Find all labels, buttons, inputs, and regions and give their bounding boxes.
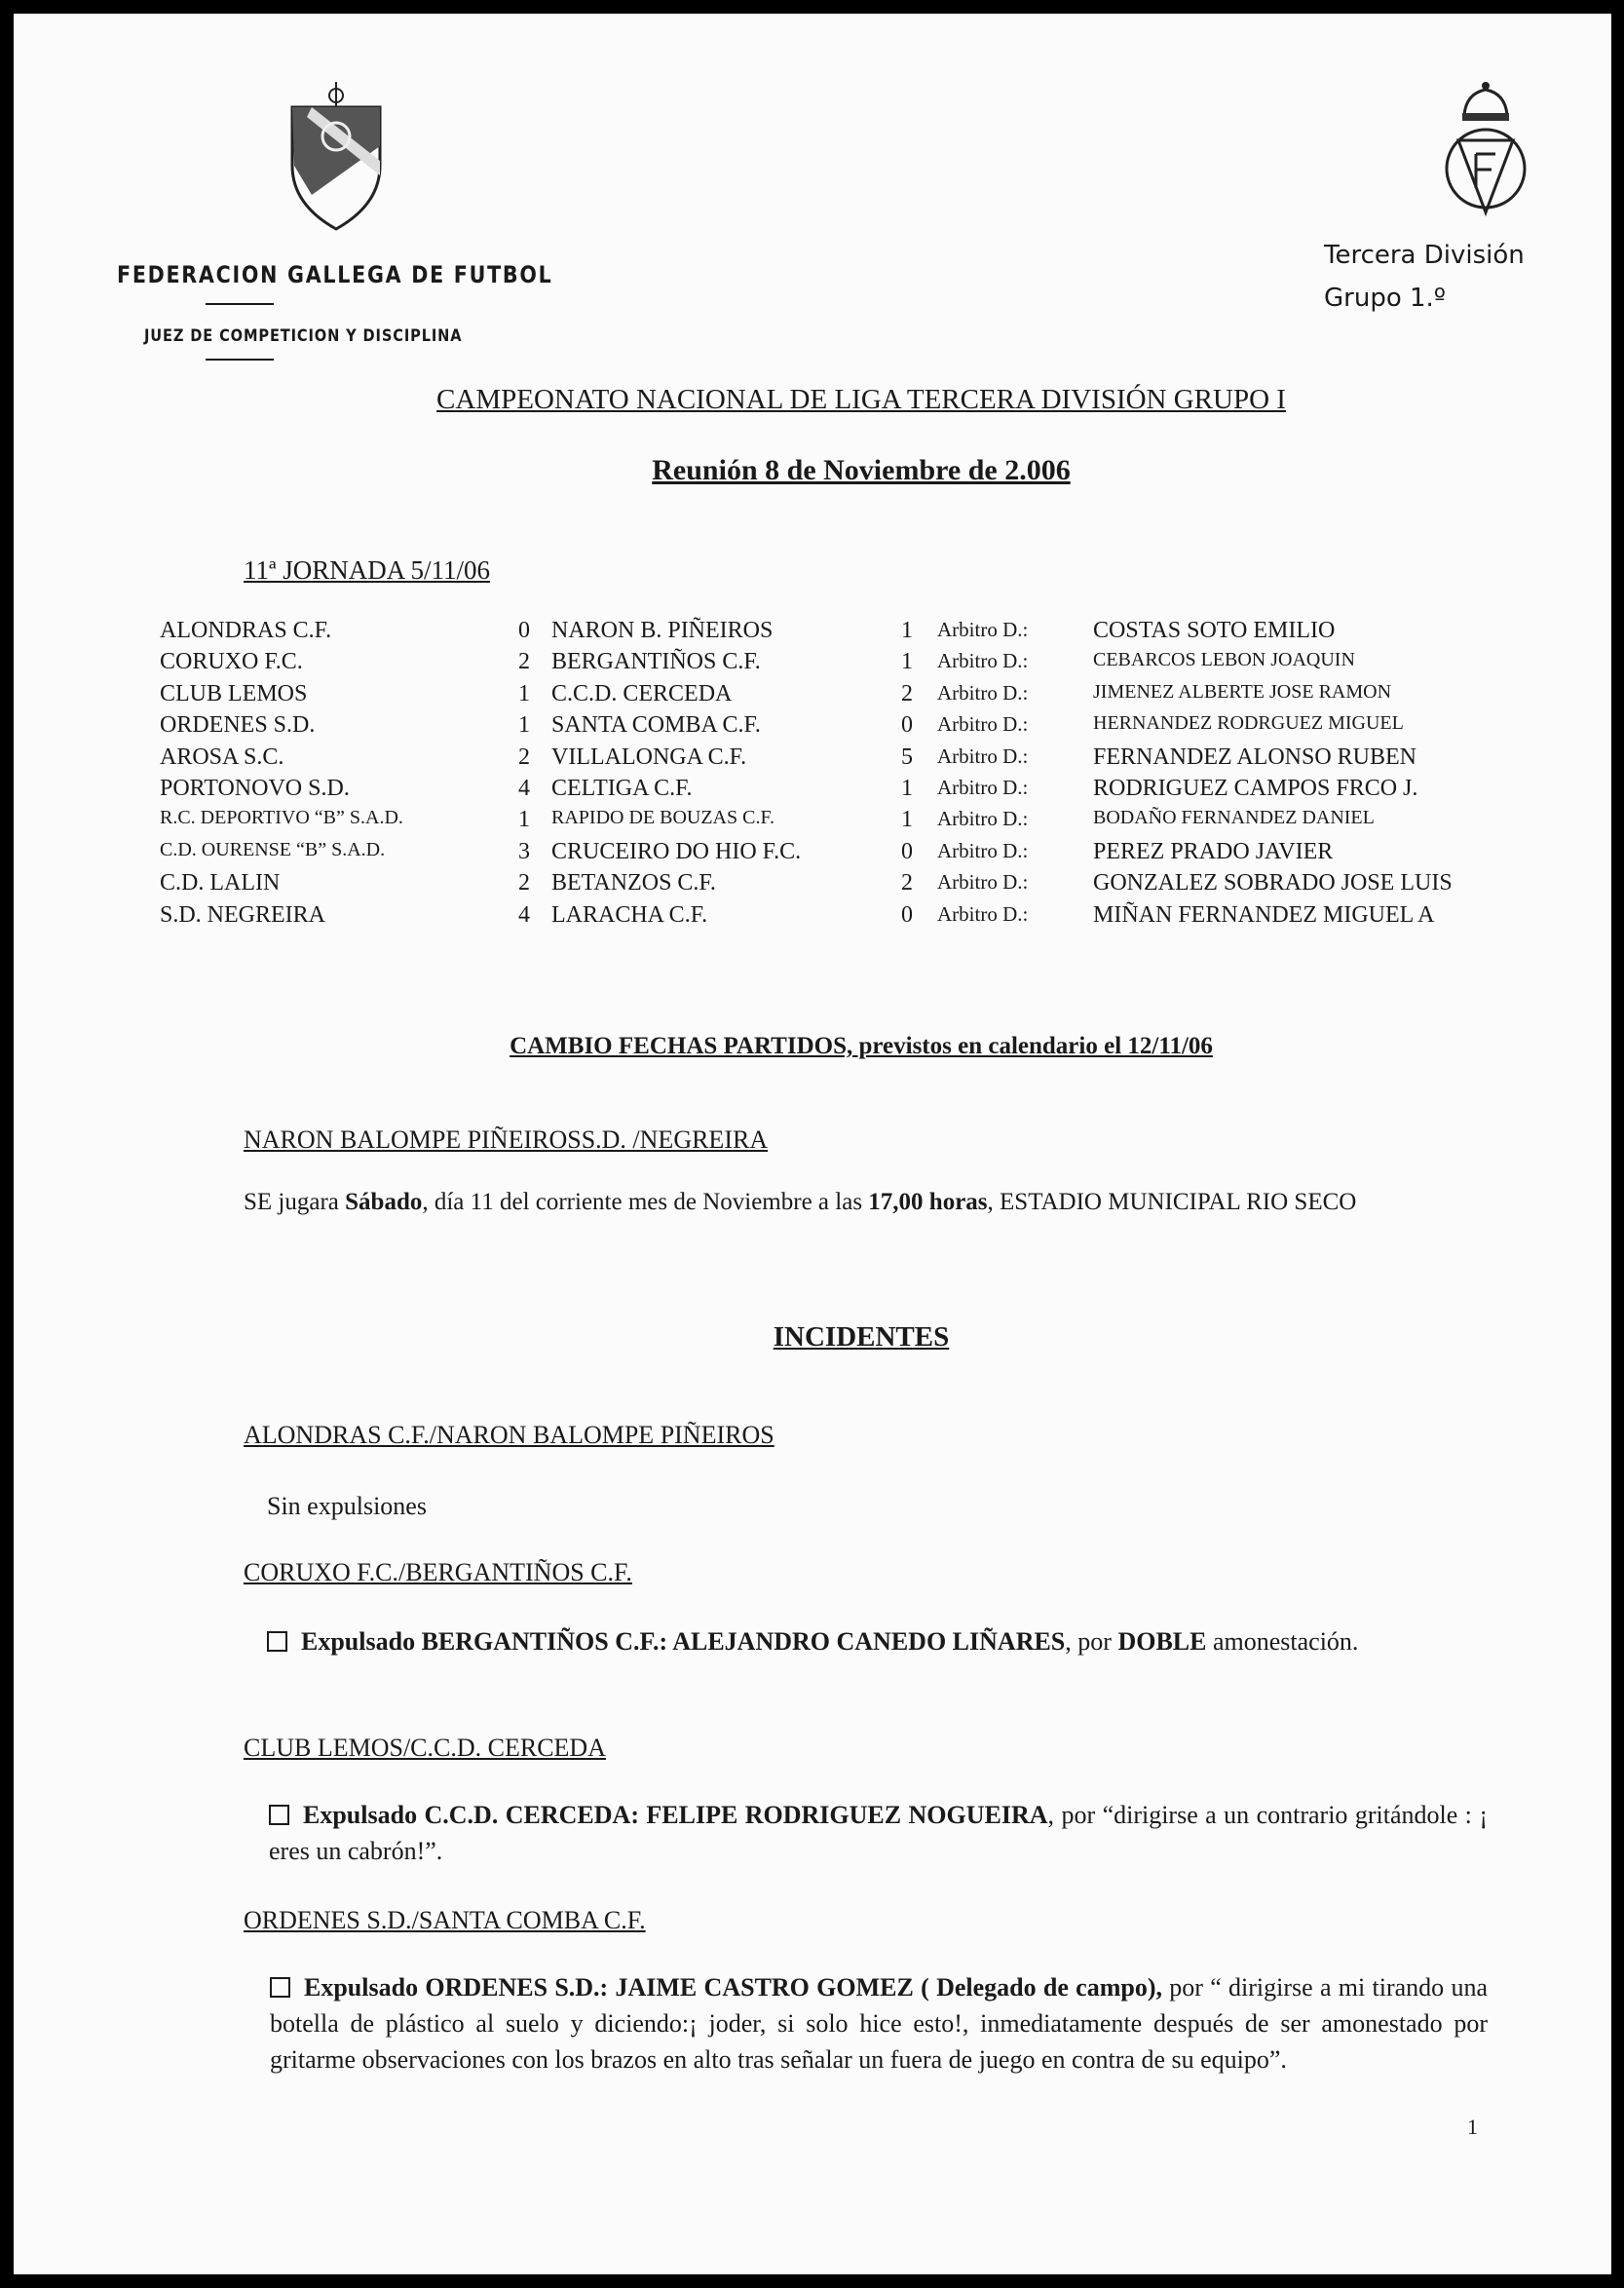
sanction-reason: DOBLE [1117, 1627, 1207, 1656]
home-team: R.C. DEPORTIVO “B” S.A.D. [160, 807, 403, 829]
referee-name: PEREZ PRADO JAVIER [1093, 838, 1334, 864]
text: , ESTADIO MUNICIPAL RIO SECO [987, 1189, 1357, 1215]
federation-name: FEDERACION GALLEGA DE FUTBOL [117, 261, 553, 288]
away-score: 1 [901, 807, 913, 833]
result-row [160, 870, 1563, 901]
referee-name: GONZALEZ SOBRADO JOSE LUIS [1093, 870, 1453, 896]
referee-label: Arbitro D.: [937, 870, 1029, 895]
text: , por [1065, 1627, 1118, 1656]
result-row [160, 712, 1563, 744]
federation-crest-icon [283, 78, 390, 234]
date-change-text [244, 1186, 1491, 1218]
date-change-match: NARON BALOMPE PIÑEIROSS.D. /NEGREIRA [244, 1125, 769, 1154]
referee-label: Arbitro D.: [937, 744, 1029, 768]
referee-name: FERNANDEZ ALONSO RUBEN [1093, 744, 1417, 770]
away-team: NARON B. PIÑEIROS [551, 618, 774, 643]
document-page [14, 14, 1611, 2274]
away-score: 0 [901, 901, 913, 928]
home-team: S.D. NEGREIRA [160, 901, 326, 928]
away-team: LARACHA C.F. [551, 901, 708, 928]
result-row [160, 681, 1563, 712]
divider [206, 359, 274, 361]
referee-label: Arbitro D.: [937, 618, 1029, 641]
home-team: CORUXO F.C. [160, 649, 303, 675]
referee-name: HERNANDEZ RODRGUEZ MIGUEL [1093, 712, 1404, 735]
home-score: 3 [518, 838, 530, 864]
home-score: 1 [518, 712, 530, 739]
result-row [160, 807, 1563, 838]
result-row [160, 902, 1563, 934]
home-team: ORDENES S.D. [160, 712, 316, 739]
sanction: Expulsado BERGANTIÑOS C.F.: ALEJANDRO CANEDO LIÑARES [301, 1627, 1066, 1656]
checkbox-icon [267, 1631, 287, 1652]
result-row [160, 649, 1563, 680]
time: 17,00 horas [868, 1189, 988, 1215]
home-score: 2 [518, 649, 530, 675]
home-score: 1 [518, 807, 530, 833]
away-team: C.C.D. CERCEDA [551, 680, 733, 706]
meeting-date: Reunión 8 de Noviembre de 2.006 [652, 454, 1071, 486]
results-table [160, 618, 1563, 934]
text: amonestación. [1206, 1627, 1359, 1656]
incidents-heading: INCIDENTES [773, 1321, 950, 1353]
jornada-heading: 11ª JORNADA 5/11/06 [244, 555, 490, 585]
text: , por “dirigirse a un contrario gritándole : ¡ eres un cabrón!”. [269, 1801, 1488, 1865]
page-number: 1 [1467, 2115, 1478, 2139]
day: Sábado [345, 1189, 423, 1215]
away-team: SANTA COMBA C.F. [551, 712, 761, 739]
incident-match: ORDENES S.D./SANTA COMBA C.F. [244, 1906, 646, 1934]
incident-text [270, 1969, 1488, 2078]
checkbox-icon [270, 1977, 290, 1998]
group-line: Grupo 1.º [1324, 284, 1447, 313]
referee-label: Arbitro D.: [937, 775, 1029, 799]
result-row [160, 618, 1563, 649]
referee-name: COSTAS SOTO EMILIO [1093, 618, 1336, 643]
championship-title: CAMPEONATO NACIONAL DE LIGA TERCERA DIVISIÓN GRUPO I [436, 384, 1286, 415]
incident-text [269, 1797, 1488, 1869]
home-team: C.D. LALIN [160, 870, 281, 896]
incident-match: CLUB LEMOS/C.C.D. CERCEDA [244, 1734, 606, 1762]
away-score: 0 [901, 712, 913, 739]
home-score: 0 [518, 618, 530, 643]
date-change-heading: CAMBIO FECHAS PARTIDOS, previstos en calendario el 12/11/06 [510, 1033, 1213, 1059]
result-row [160, 744, 1563, 776]
home-team: AROSA S.C. [160, 744, 284, 770]
referee-name: MIÑAN FERNANDEZ MIGUEL A [1093, 901, 1435, 928]
away-team: CELTIGA C.F. [551, 775, 693, 801]
home-score: 2 [518, 870, 530, 896]
home-score: 4 [518, 775, 530, 801]
result-row [160, 839, 1563, 870]
away-score: 2 [901, 870, 913, 896]
home-score: 4 [518, 901, 530, 928]
text: SE jugara [244, 1189, 346, 1215]
away-score: 5 [901, 744, 913, 770]
incident-match: ALONDRAS C.F./NARON BALOMPE PIÑEIROS [244, 1421, 774, 1449]
away-score: 1 [901, 618, 913, 643]
rfef-crown-crest-icon [1437, 76, 1534, 222]
home-team: PORTONOVO S.D. [160, 775, 350, 801]
referee-name: RODRIGUEZ CAMPOS FRCO J. [1093, 775, 1418, 801]
division-label [1324, 234, 1525, 320]
away-team: BERGANTIÑOS C.F. [551, 649, 761, 675]
home-team: ALONDRAS C.F. [160, 618, 332, 643]
referee-name: JIMENEZ ALBERTE JOSE RAMON [1093, 680, 1392, 703]
referee-label: Arbitro D.: [937, 838, 1029, 862]
away-score: 1 [901, 649, 913, 675]
checkbox-icon [269, 1805, 289, 1825]
text: , día 11 del corriente mes de Noviembre a las [422, 1189, 869, 1215]
home-score: 1 [518, 680, 530, 706]
away-team: RAPIDO DE BOUZAS C.F. [551, 807, 774, 829]
referee-label: Arbitro D.: [937, 807, 1029, 831]
home-score: 2 [518, 744, 530, 770]
division-line: Tercera División [1324, 241, 1525, 270]
referee-label: Arbitro D.: [937, 712, 1029, 737]
home-team: C.D. OURENSE “B” S.A.D. [160, 838, 386, 860]
away-team: BETANZOS C.F. [551, 870, 716, 896]
sanction: Expulsado ORDENES S.D.: JAIME CASTRO GOMEZ ( Delegado de campo), [304, 1973, 1162, 2002]
result-row [160, 776, 1563, 807]
home-team: CLUB LEMOS [160, 680, 308, 706]
referee-label: Arbitro D.: [937, 649, 1029, 673]
text: por “ dirigirse a mi tirando una botella de plástico al suelo y diciendo:¡ joder, si solo hice esto!, inmediatamente después de ser amonestado por gritarme observaciones con los brazos en alto tras señalar un fuera de juego en contra de su equipo”. [270, 1973, 1488, 2074]
competition-judge-title: JUEZ DE COMPETICION Y DISCIPLINA [144, 326, 463, 346]
referee-name: BODAÑO FERNANDEZ DANIEL [1093, 807, 1375, 829]
referee-label: Arbitro D.: [937, 680, 1029, 705]
incident-text [267, 1623, 1488, 1659]
away-score: 1 [901, 775, 913, 801]
incident-match: CORUXO F.C./BERGANTIÑOS C.F. [244, 1558, 632, 1586]
referee-name: CEBARCOS LEBON JOAQUIN [1093, 649, 1355, 671]
incident-text: Sin expulsiones [267, 1492, 427, 1520]
sanction: Expulsado C.C.D. CERCEDA: FELIPE RODRIGUEZ NOGUEIRA [303, 1801, 1048, 1829]
away-score: 2 [901, 680, 913, 706]
away-team: CRUCEIRO DO HIO F.C. [551, 838, 802, 864]
divider [206, 303, 274, 305]
referee-label: Arbitro D.: [937, 901, 1029, 926]
away-score: 0 [901, 838, 913, 864]
away-team: VILLALONGA C.F. [551, 744, 747, 770]
